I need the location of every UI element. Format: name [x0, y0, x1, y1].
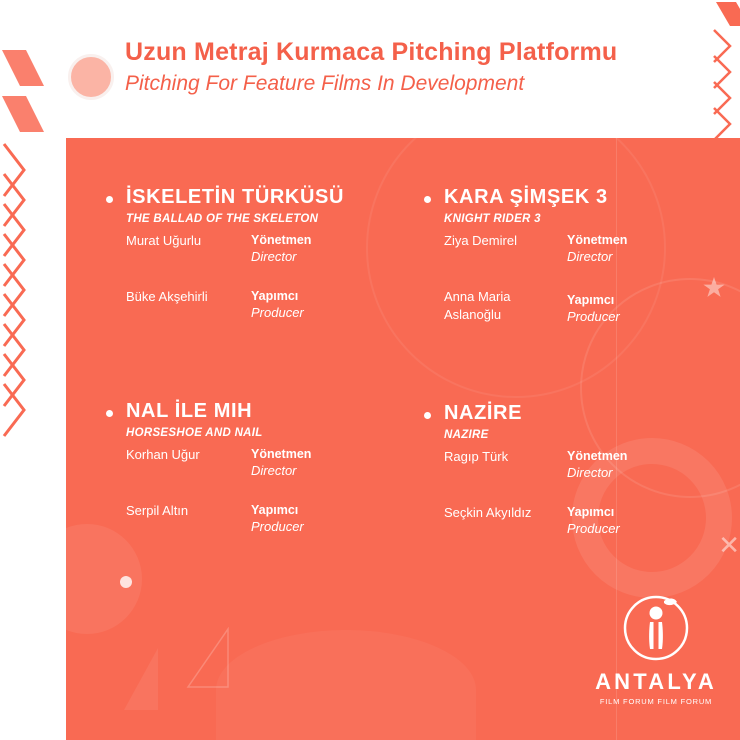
credit-role-en: Director — [567, 465, 613, 480]
credit-person: Büke Akşehirli — [126, 289, 208, 304]
credit-row — [444, 504, 740, 560]
project-title: KARA ŞİMŞEK 3 — [444, 186, 608, 208]
x-decoration: ✕ — [718, 530, 740, 560]
credit-role-en: Director — [567, 249, 613, 264]
credit-role-tr: Yönetmen — [567, 233, 628, 247]
credit-role-en: Producer — [567, 309, 620, 324]
credit-person: Seçkin Akyıldız — [444, 505, 532, 520]
project-title: NAL İLE MIH — [126, 400, 253, 422]
credit-role-en: Director — [251, 463, 297, 478]
credit-role-tr: Yapımcı — [251, 289, 299, 303]
page-subtitle: Pitching For Feature Films In Development — [125, 72, 525, 95]
bullet-icon — [106, 410, 113, 417]
logo-tagline: FILM FORUM FILM FORUM — [599, 697, 713, 706]
project-title: NAZİRE — [444, 402, 523, 424]
credits-list — [444, 232, 740, 344]
bullet-icon — [106, 196, 113, 203]
credit-person: Serpil Altın — [126, 503, 189, 518]
credit-row — [444, 232, 740, 288]
header-circle-icon — [68, 54, 114, 100]
project-subtitle: HORSESHOE AND NAIL — [126, 427, 263, 439]
credit-role-tr: Yapımcı — [567, 293, 615, 307]
credit-row — [444, 288, 740, 344]
credit-role-tr: Yapımcı — [251, 503, 299, 517]
credits-list — [444, 448, 740, 560]
credit-row — [126, 446, 446, 502]
credit-person: Ragıp Türk — [444, 449, 509, 464]
project-subtitle: NAZIRE — [444, 429, 489, 441]
credit-role-en: Producer — [251, 519, 304, 534]
bullet-icon — [424, 412, 431, 419]
credit-person: Anna Maria Aslanoğlu — [444, 289, 511, 322]
credit-role-tr: Yönetmen — [251, 233, 312, 247]
credit-role-tr: Yönetmen — [251, 447, 312, 461]
project-subtitle: THE BALLAD OF THE SKELETON — [126, 213, 319, 225]
credit-row — [126, 502, 446, 558]
project-subtitle: KNIGHT RIDER 3 — [444, 213, 541, 225]
page-title: Uzun Metraj Kurmaca Pitching Platformu — [125, 38, 618, 66]
project-title: İSKELETİN TÜRKÜSÜ — [126, 186, 344, 208]
credit-role-tr: Yönetmen — [567, 449, 628, 463]
credit-person: Korhan Uğur — [126, 447, 200, 462]
credit-role-tr: Yapımcı — [567, 505, 615, 519]
credits-list — [126, 446, 446, 558]
credit-role-en: Producer — [567, 521, 620, 536]
logo-figure-icon — [623, 591, 689, 665]
header — [0, 0, 740, 138]
logo-wordmark: ANTALYA — [595, 669, 717, 694]
credit-role-en: Director — [251, 249, 297, 264]
credits-list — [126, 232, 446, 344]
bullet-icon — [424, 196, 431, 203]
antalya-film-forum-logo — [588, 591, 724, 706]
credit-row — [126, 232, 446, 288]
credit-row — [126, 288, 446, 344]
credit-role-en: Producer — [251, 305, 304, 320]
credit-person: Murat Uğurlu — [126, 233, 202, 248]
content-panel — [66, 138, 740, 740]
credit-row — [444, 448, 740, 504]
credit-person: Ziya Demirel — [444, 233, 517, 248]
